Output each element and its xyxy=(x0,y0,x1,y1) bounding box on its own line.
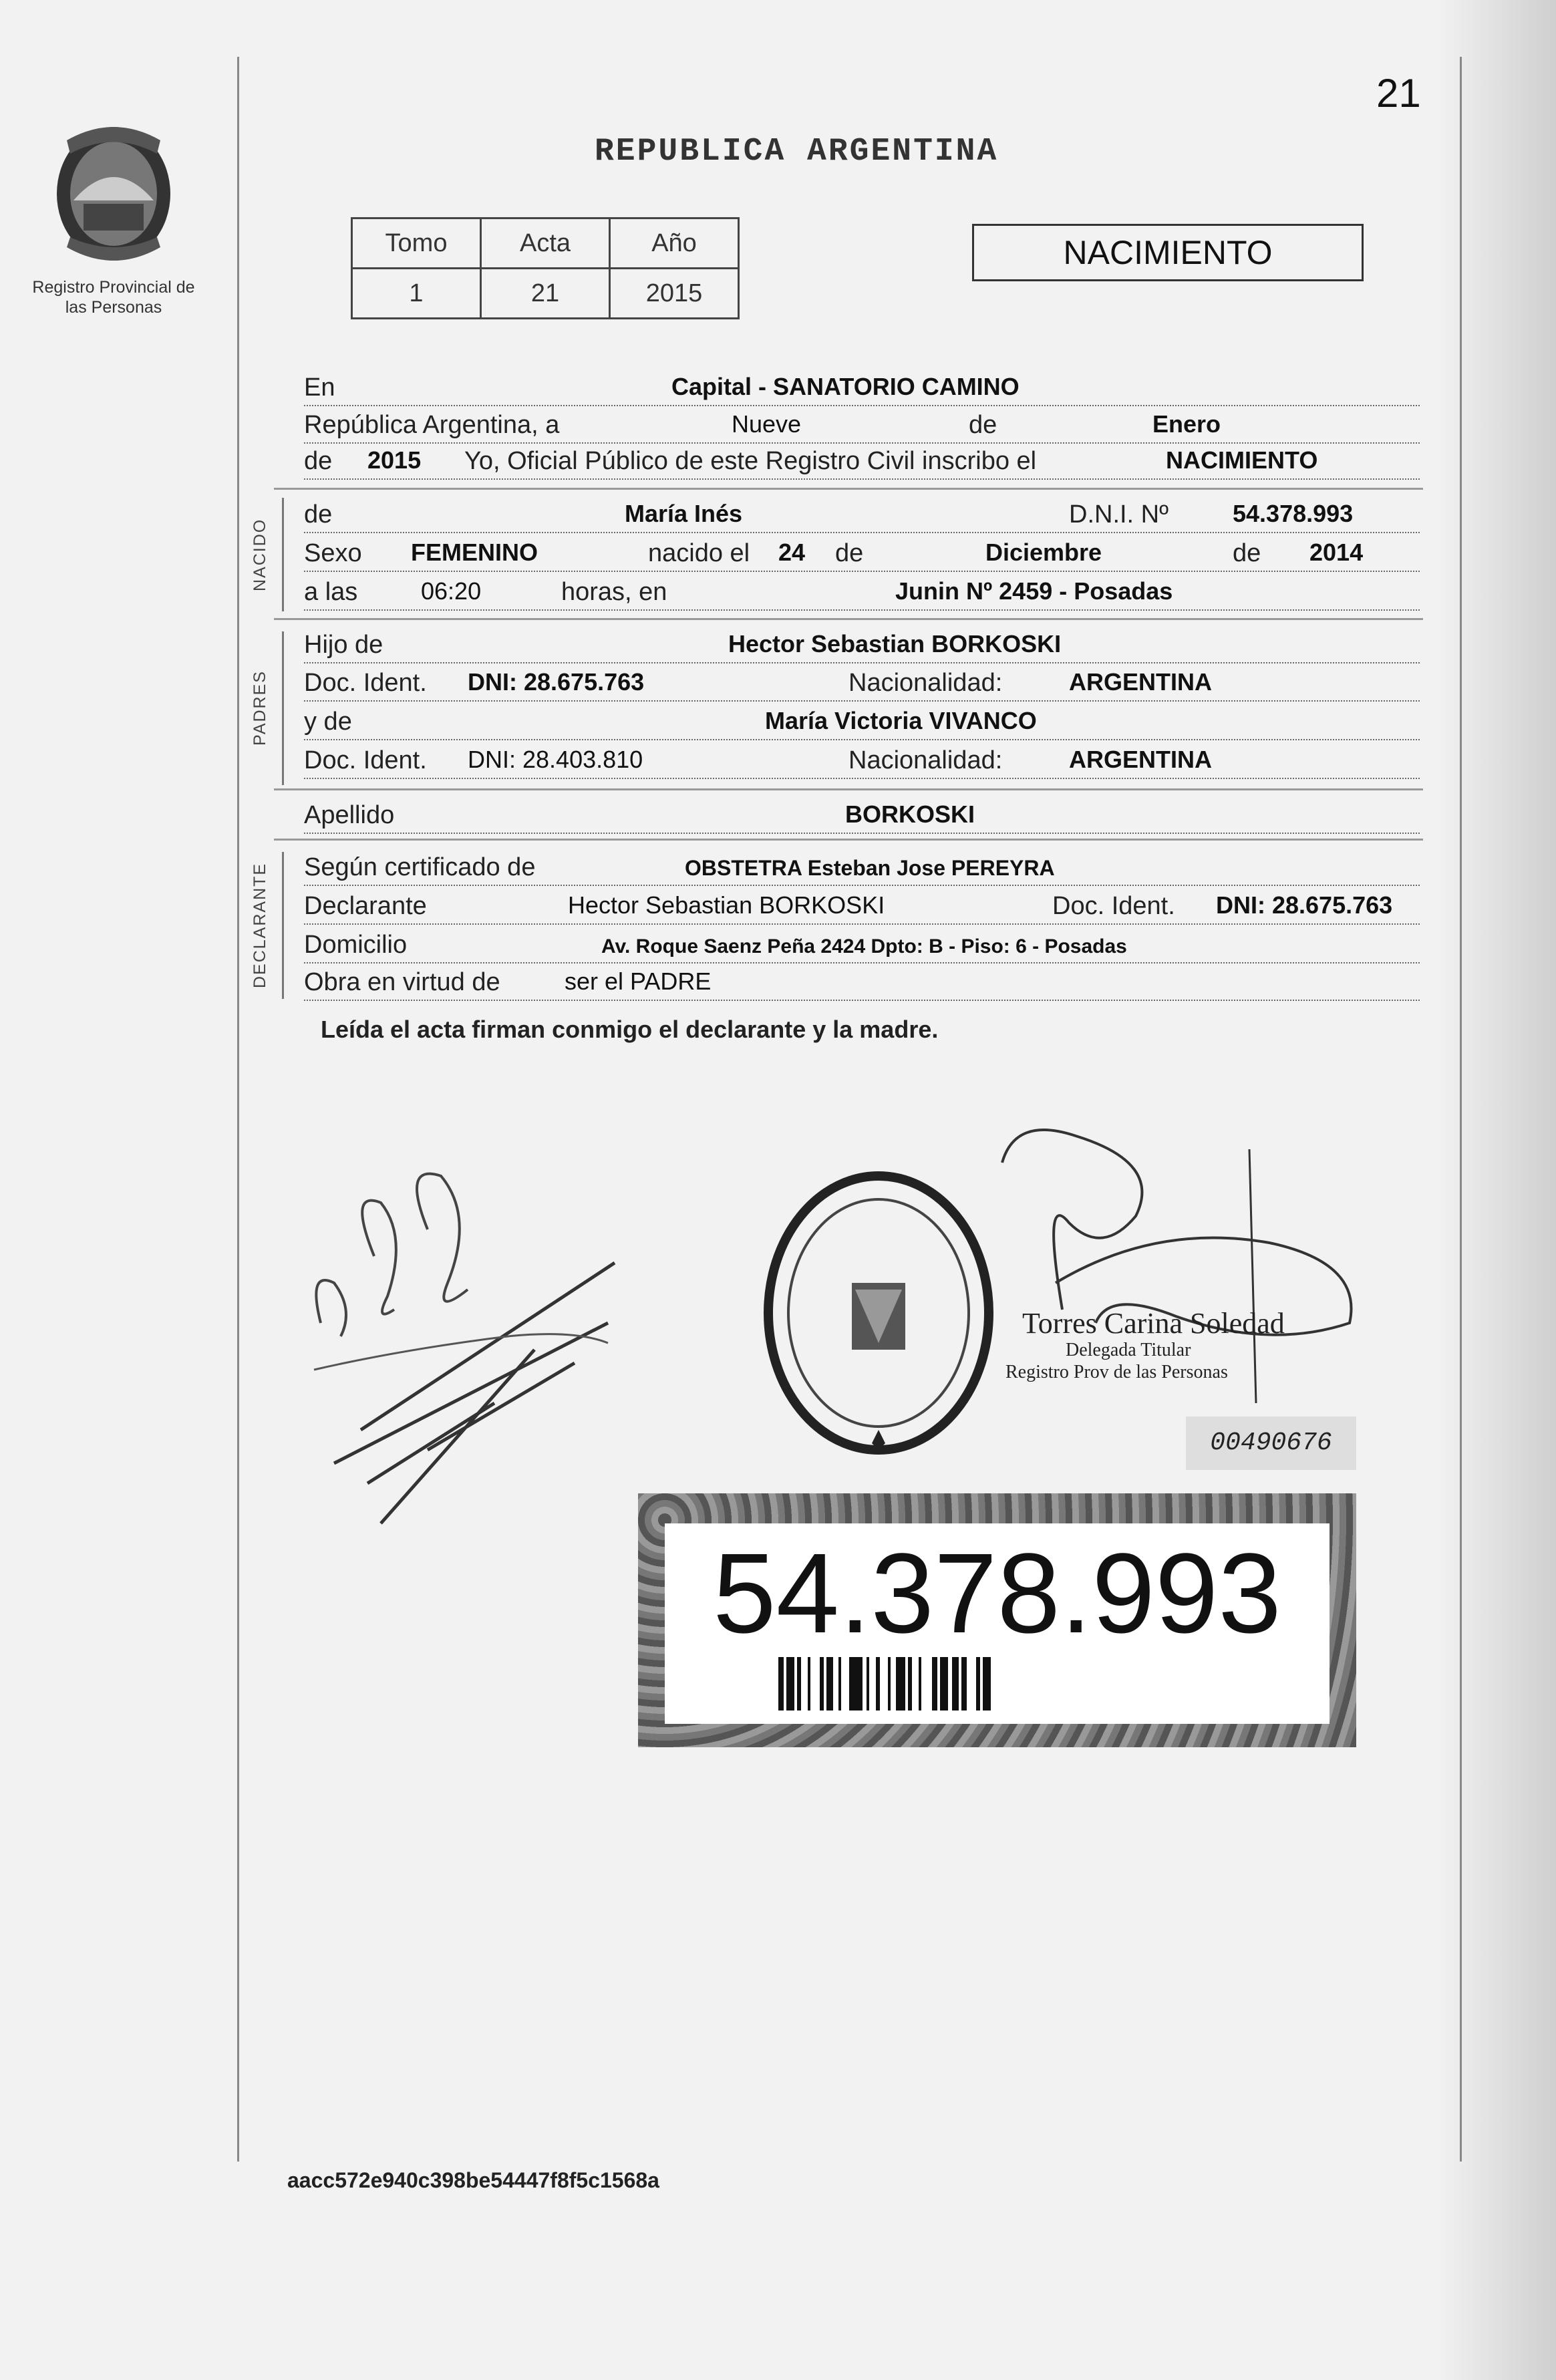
cert-value: OBSTETRA Esteban Jose PEREYRA xyxy=(685,856,1055,880)
inscribe-text: Yo, Oficial Público de este Registro Civil inscribo el xyxy=(464,447,1040,476)
table-header-acta: Acta xyxy=(481,218,610,269)
section-divider xyxy=(274,618,1423,620)
birth-time: 06:20 xyxy=(421,577,482,605)
father-doc: DNI: 28.675.763 xyxy=(468,668,645,696)
barcode-bar xyxy=(991,1657,996,1710)
barcode-bar xyxy=(912,1657,919,1710)
declarante-side-line xyxy=(282,852,284,999)
day-value: Nueve xyxy=(732,410,802,438)
barcode-bar xyxy=(983,1657,991,1710)
table-header-tomo: Tomo xyxy=(352,218,481,269)
official-title: Delegada Titular xyxy=(1066,1340,1191,1360)
barcode-bar xyxy=(810,1657,820,1710)
section-divider xyxy=(274,788,1423,790)
row-address xyxy=(304,925,1420,963)
barcode-bar xyxy=(826,1657,833,1710)
page-number: 21 xyxy=(1376,71,1421,116)
barcode-bar xyxy=(849,1657,863,1710)
logo-caption: Registro Provincial de las Personas xyxy=(32,278,195,317)
nacido-side-line xyxy=(282,498,284,611)
row-mother-doc xyxy=(304,740,1420,779)
barcode-bar xyxy=(841,1657,849,1710)
barcode-bar xyxy=(932,1657,937,1710)
birth-month: Diciembre xyxy=(985,539,1102,566)
barcode-bar xyxy=(891,1657,896,1710)
row-father xyxy=(304,625,1420,663)
address-value: Av. Roque Saenz Peña 2424 Dpto: B - Piso: 6 - Posadas xyxy=(601,935,1127,957)
doc-label: Doc. Ident. xyxy=(304,669,431,698)
mother-nationality: ARGENTINA xyxy=(1069,746,1212,773)
horas-label: horas, en xyxy=(561,578,671,607)
official-seal xyxy=(755,1156,1002,1470)
nacido-label: nacido el xyxy=(648,539,754,568)
row-declarant xyxy=(304,886,1420,925)
barcode-bar xyxy=(921,1657,932,1710)
sexo-label: Sexo xyxy=(304,539,366,568)
surname-value: BORKOSKI xyxy=(845,800,975,828)
row-child-name xyxy=(304,494,1420,533)
misiones-shield-icon xyxy=(27,114,200,274)
sticker-label xyxy=(665,1523,1330,1724)
month-value: Enero xyxy=(1152,410,1221,438)
de2-label: de xyxy=(304,447,336,476)
hash-code: aacc572e940c398be54447f8f5c1568a xyxy=(287,2168,659,2192)
declarant-name: Hector Sebastian BORKOSKI xyxy=(568,891,885,919)
republic-label: República Argentina, a xyxy=(304,411,563,440)
row-inscribe xyxy=(304,441,1420,480)
section-divider xyxy=(274,488,1423,490)
child-dni: 54.378.993 xyxy=(1233,500,1354,527)
yde-label: y de xyxy=(304,708,356,736)
table-value-tomo: 1 xyxy=(352,269,481,319)
declarante-section-label: DECLARANTE xyxy=(251,862,269,989)
de-label: de xyxy=(1233,539,1265,568)
nationality-label: Nacionalidad: xyxy=(848,669,1006,698)
declarant-doc: DNI: 28.675.763 xyxy=(1216,891,1393,919)
barcode-bar xyxy=(952,1657,959,1710)
inscribe-value: NACIMIENTO xyxy=(1166,446,1318,474)
right-margin-line xyxy=(1460,57,1462,2162)
country-title: REPUBLICA ARGENTINA xyxy=(595,134,999,170)
year-value: 2015 xyxy=(367,446,422,474)
declarante-label: Declarante xyxy=(304,892,431,921)
nacido-section-label: NACIDO xyxy=(251,518,269,591)
province-logo xyxy=(27,114,200,317)
mother-doc: DNI: 28.403.810 xyxy=(468,746,643,773)
id-sticker xyxy=(638,1493,1356,1747)
child-name: María Inés xyxy=(625,500,743,527)
father-name: Hector Sebastian BORKOSKI xyxy=(728,630,1062,657)
official-office: Registro Prov de las Personas xyxy=(1005,1362,1228,1382)
en-label: En xyxy=(304,374,339,402)
birth-place: Junin Nº 2459 - Posadas xyxy=(895,577,1173,605)
serial-number: 00490676 xyxy=(1186,1417,1356,1470)
row-role xyxy=(304,962,1420,1001)
father-nationality: ARGENTINA xyxy=(1069,668,1212,696)
cert-label: Según certificado de xyxy=(304,853,539,882)
row-sex-birth xyxy=(304,533,1420,572)
obra-label: Obra en virtud de xyxy=(304,968,504,997)
barcode-bar xyxy=(833,1657,838,1710)
barcode-bar xyxy=(967,1657,976,1710)
alas-label: a las xyxy=(304,578,361,607)
barcode-bar xyxy=(961,1657,967,1710)
domicilio-label: Domicilio xyxy=(304,931,411,959)
row-certificate xyxy=(304,847,1420,886)
table-header-ano: Año xyxy=(610,218,739,269)
section-divider xyxy=(274,839,1423,841)
barcode-bar xyxy=(869,1657,876,1710)
dni-label: D.N.I. Nº xyxy=(1069,500,1173,529)
barcode-bar xyxy=(801,1657,808,1710)
mother-name: María Victoria VIVANCO xyxy=(765,707,1037,734)
barcode-bar xyxy=(896,1657,905,1710)
row-surname xyxy=(304,795,1420,834)
record-table xyxy=(351,217,740,319)
barcode-bar xyxy=(940,1657,948,1710)
left-margin-line xyxy=(237,57,239,2162)
row-place xyxy=(304,367,1420,406)
role-value: ser el PADRE xyxy=(565,968,712,995)
sticker-number: 54.378.993 xyxy=(713,1530,1281,1657)
padres-section-label: PADRES xyxy=(251,670,269,746)
sexo-value: FEMENINO xyxy=(411,539,538,566)
table-value-acta: 21 xyxy=(481,269,610,319)
barcode-bar xyxy=(778,1657,784,1710)
birth-year: 2014 xyxy=(1309,539,1364,566)
birth-day: 24 xyxy=(778,539,806,566)
official-signature xyxy=(989,1123,1403,1403)
nationality-label: Nacionalidad: xyxy=(848,746,1006,775)
official-name: Torres Carina Soledad xyxy=(1022,1307,1285,1340)
doc-label: Doc. Ident. xyxy=(1052,892,1179,921)
apellido-label: Apellido xyxy=(304,801,398,830)
barcode-bar xyxy=(880,1657,888,1710)
doc-label: Doc. Ident. xyxy=(304,746,431,775)
de-label: de xyxy=(835,539,867,568)
row-time-place xyxy=(304,572,1420,611)
table-value-ano: 2015 xyxy=(610,269,739,319)
padres-side-line xyxy=(282,631,284,785)
row-mother xyxy=(304,702,1420,740)
barcode-bar xyxy=(786,1657,794,1710)
page-edge-shadow xyxy=(1436,0,1556,2380)
row-father-doc xyxy=(304,663,1420,702)
act-type-box: NACIMIENTO xyxy=(972,224,1364,281)
barcode xyxy=(778,1657,1213,1710)
closing-text: Leída el acta firman conmigo el declarante y la madre. xyxy=(321,1016,939,1043)
de-label: de xyxy=(304,500,336,529)
row-date xyxy=(304,405,1420,444)
hijo-label: Hijo de xyxy=(304,631,387,659)
de-label: de xyxy=(969,411,1001,440)
place-value: Capital - SANATORIO CAMINO xyxy=(671,373,1020,400)
